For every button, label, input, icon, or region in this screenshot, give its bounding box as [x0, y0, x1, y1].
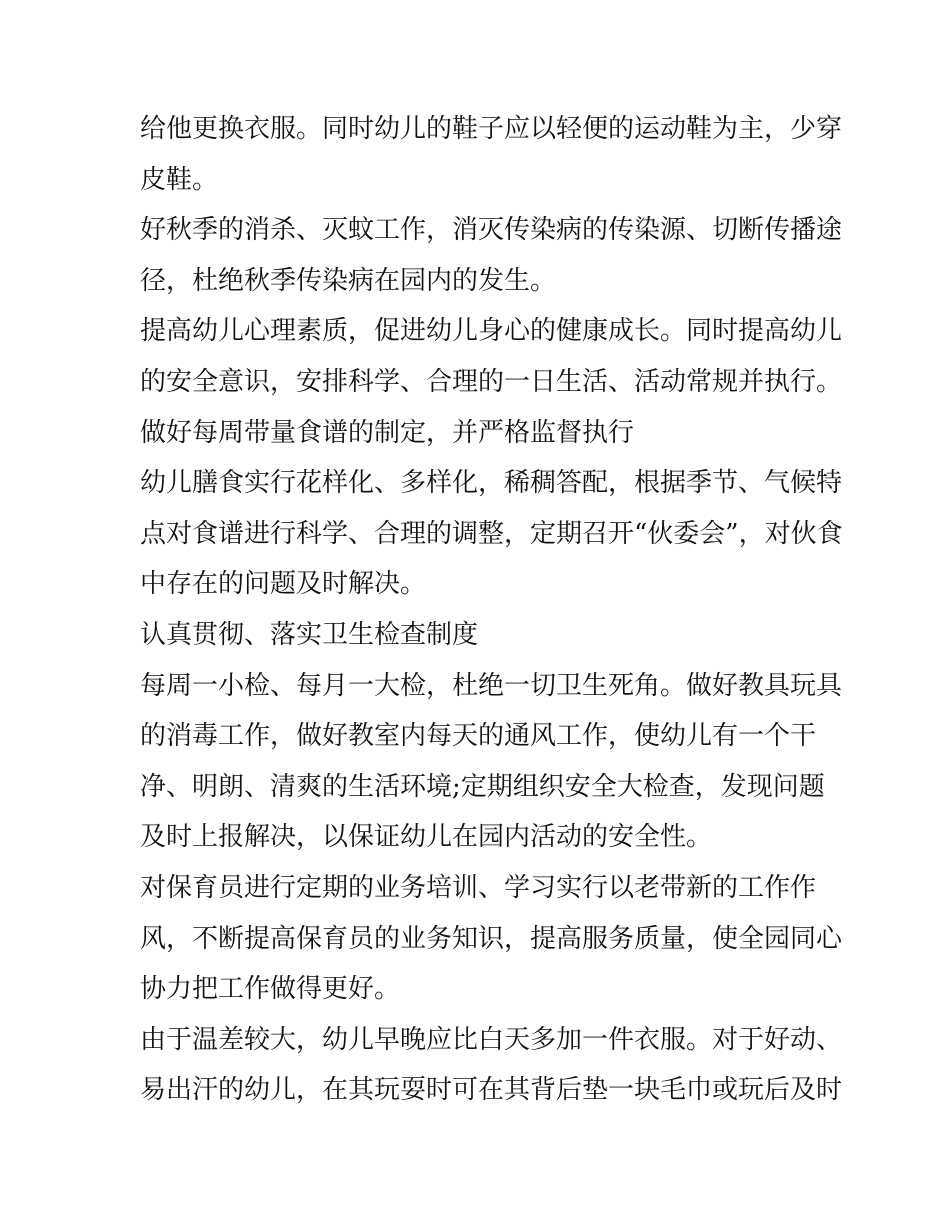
text-line: 每周一小检、每月一大检，杜绝一切卫生死角。做好教具玩具	[140, 670, 843, 701]
text-line: 易出汗的幼儿，在其玩耍时可在其背后垫一块毛巾或玩后及时	[140, 1075, 843, 1106]
body-text	[140, 104, 843, 1116]
text-line: 净、明朗、清爽的生活环境;定期组织安全大检查，发现问题	[140, 771, 825, 802]
text-line: 的安全意识，安排科学、合理的一日生活、活动常规并执行。	[140, 366, 843, 397]
text-line: 风，不断提高保育员的业务知识，提高服务质量，使全园同心	[140, 923, 843, 954]
text-line: 做好每周带量食谱的制定，并严格监督执行	[140, 417, 635, 448]
text-line: 由于温差较大，幼儿早晚应比白天多加一件衣服。对于好动、	[140, 1024, 843, 1055]
text-line: 幼儿膳食实行花样化、多样化，稀稠答配，根据季节、气候特	[140, 468, 843, 499]
text-line: 中存在的问题及时解决。	[140, 569, 427, 600]
text-line: 对保育员进行定期的业务培训、学习实行以老带新的工作作	[140, 872, 817, 903]
text-line: 认真贯彻、落实卫生检查制度	[140, 619, 479, 650]
text-line: 的消毒工作，做好教室内每天的通风工作，使幼儿有一个干	[140, 721, 817, 752]
text-line: 点对食谱进行科学、合理的调整，定期召开“伙委会”，对伙食	[140, 518, 843, 549]
text-line: 好秋季的消杀、灭蚊工作，消灭传染病的传染源、切断传播途	[140, 215, 843, 246]
text-line: 径，杜绝秋季传染病在园内的发生。	[140, 265, 557, 296]
text-line: 提高幼儿心理素质，促进幼儿身心的健康成长。同时提高幼儿	[140, 316, 843, 347]
text-line: 协力把工作做得更好。	[140, 974, 401, 1005]
text-line: 给他更换衣服。同时幼儿的鞋子应以轻便的运动鞋为主，少穿	[140, 114, 843, 144]
text-line: 皮鞋。	[140, 164, 219, 195]
text-line: 及时上报解决，以保证幼儿在园内活动的安全性。	[140, 822, 713, 853]
